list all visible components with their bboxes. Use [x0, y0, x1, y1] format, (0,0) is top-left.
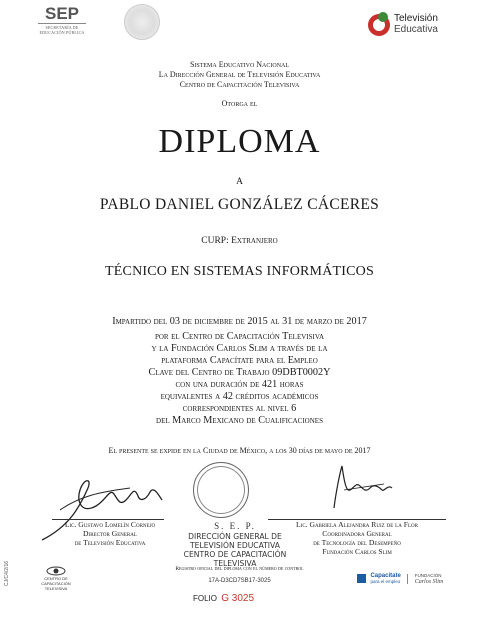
- stamp-line-2: TELEVISIÓN EDUCATIVA: [190, 541, 280, 550]
- logo-divider: [407, 574, 408, 584]
- curp-text: CURP: Extranjero: [201, 236, 278, 246]
- career-title: TÉCNICO EN SISTEMAS INFORMÁTICOS: [105, 264, 374, 279]
- recipient-name: PABLO DANIEL GONZÁLEZ CÁCERES: [99, 196, 380, 213]
- sep-logo: [38, 5, 86, 35]
- tv-logo-text: [394, 13, 454, 35]
- eye-icon: [46, 566, 66, 576]
- details-line-3: y la Fundación Carlos Slim a través de la: [151, 343, 328, 354]
- issuer-line-2: La Dirección General de Televisión Educativa: [158, 70, 321, 79]
- registry-text: Registro oficial del diploma con el número de control: [175, 566, 304, 572]
- stamp-line-1: DIRECCIÓN GENERAL DE: [188, 532, 282, 541]
- details-line-7: equivalentes a 42 créditos académicos: [160, 391, 319, 402]
- left-signatory-role-2: de Televisión Educativa: [74, 538, 146, 547]
- sep-logo-text: SEP: [44, 4, 80, 23]
- national-seal-icon: [124, 4, 160, 40]
- details-line-2: por el Centro de Capacitación Televisiva: [154, 331, 325, 342]
- control-number: 17A-D3CD7SB17-3025: [208, 578, 271, 584]
- issuer-line-1: Sistema Educativo Nacional: [189, 60, 290, 69]
- folio: [193, 593, 254, 604]
- sep-logo-sub-2: EDUCACIÓN PÚBLICA: [39, 30, 85, 35]
- sep-logo-rule: [38, 23, 86, 24]
- capacitate-icon: [357, 574, 366, 583]
- official-stamp-icon: [193, 462, 249, 518]
- grants-text: Otorga el: [221, 99, 258, 108]
- stamp-line-3: CENTRO DE CAPACITACIÓN: [183, 550, 287, 559]
- tv-logo-icon: [368, 14, 390, 36]
- capacitacion-logo-line-1: CENTRO DE CAPACITACIÓN: [41, 576, 71, 586]
- capacitate-line-2: para el empleo: [370, 578, 401, 584]
- side-code: CJ/C4/2/16: [4, 560, 10, 586]
- details-line-4: plataforma Capacítate para el Empleo: [161, 355, 318, 366]
- tv-logo-line-1: Televisión: [394, 13, 438, 24]
- right-signatory-role-3: Fundación Carlos Slim: [322, 547, 392, 556]
- capacitate-line-1: Capacítate: [370, 572, 401, 579]
- stamp-line-4: TELEVISIVA: [213, 559, 257, 568]
- right-signatory-role-1: Coordinadora General: [322, 529, 392, 538]
- folio-label: FOLIO: [193, 594, 218, 603]
- details-line-8: correspondientes al nivel 6: [182, 403, 297, 414]
- capacitacion-televisiva-logo: [32, 566, 80, 591]
- to-text: A: [236, 177, 243, 187]
- left-signatory-role-1: Director General: [83, 529, 137, 538]
- stamp-text: [150, 521, 320, 568]
- folio-number: G 3025: [221, 593, 255, 604]
- left-signatory-name: Lic. Gustavo Lomelín Cornejo: [64, 520, 156, 529]
- details-line-6: con una duración de 421 horas: [175, 379, 304, 390]
- details-line-9: del Marco Mexicano de Cualificaciones: [156, 415, 323, 426]
- details-line-1: Impartido del 03 de diciembre de 2015 al 31 de marzo de 2017: [112, 316, 367, 327]
- fundacion-line-1: FUNDACIÓN: [414, 572, 442, 578]
- issued-text: El presente se expide en la Ciudad de México, a los 30 días de mayo de 2017: [108, 446, 371, 455]
- capacitacion-logo-line-2: TELEVISIVA: [44, 586, 68, 591]
- sep-logo-sub-1: SECRETARÍA DE: [45, 25, 79, 30]
- tv-logo-line-2: Educativa: [394, 24, 438, 35]
- right-signatory-name: Lic. Gabriela Alejandra Ruiz de la Flor: [296, 520, 418, 529]
- fundacion-line-2: Carlos Slim: [414, 578, 444, 585]
- stamp-sep: S. E. P.: [214, 521, 256, 531]
- right-signature-icon: [320, 462, 400, 512]
- issuer-line-3: Centro de Capacitación Televisiva: [179, 80, 300, 89]
- details-line-5: Clave del Centro de Trabajo 09DBT0002Y: [148, 367, 331, 378]
- diploma-title: DIPLOMA: [158, 123, 321, 160]
- capacitate-fundacion-logo: [357, 570, 443, 588]
- right-signatory-role-2: de Tecnología del Desempeño: [313, 538, 401, 547]
